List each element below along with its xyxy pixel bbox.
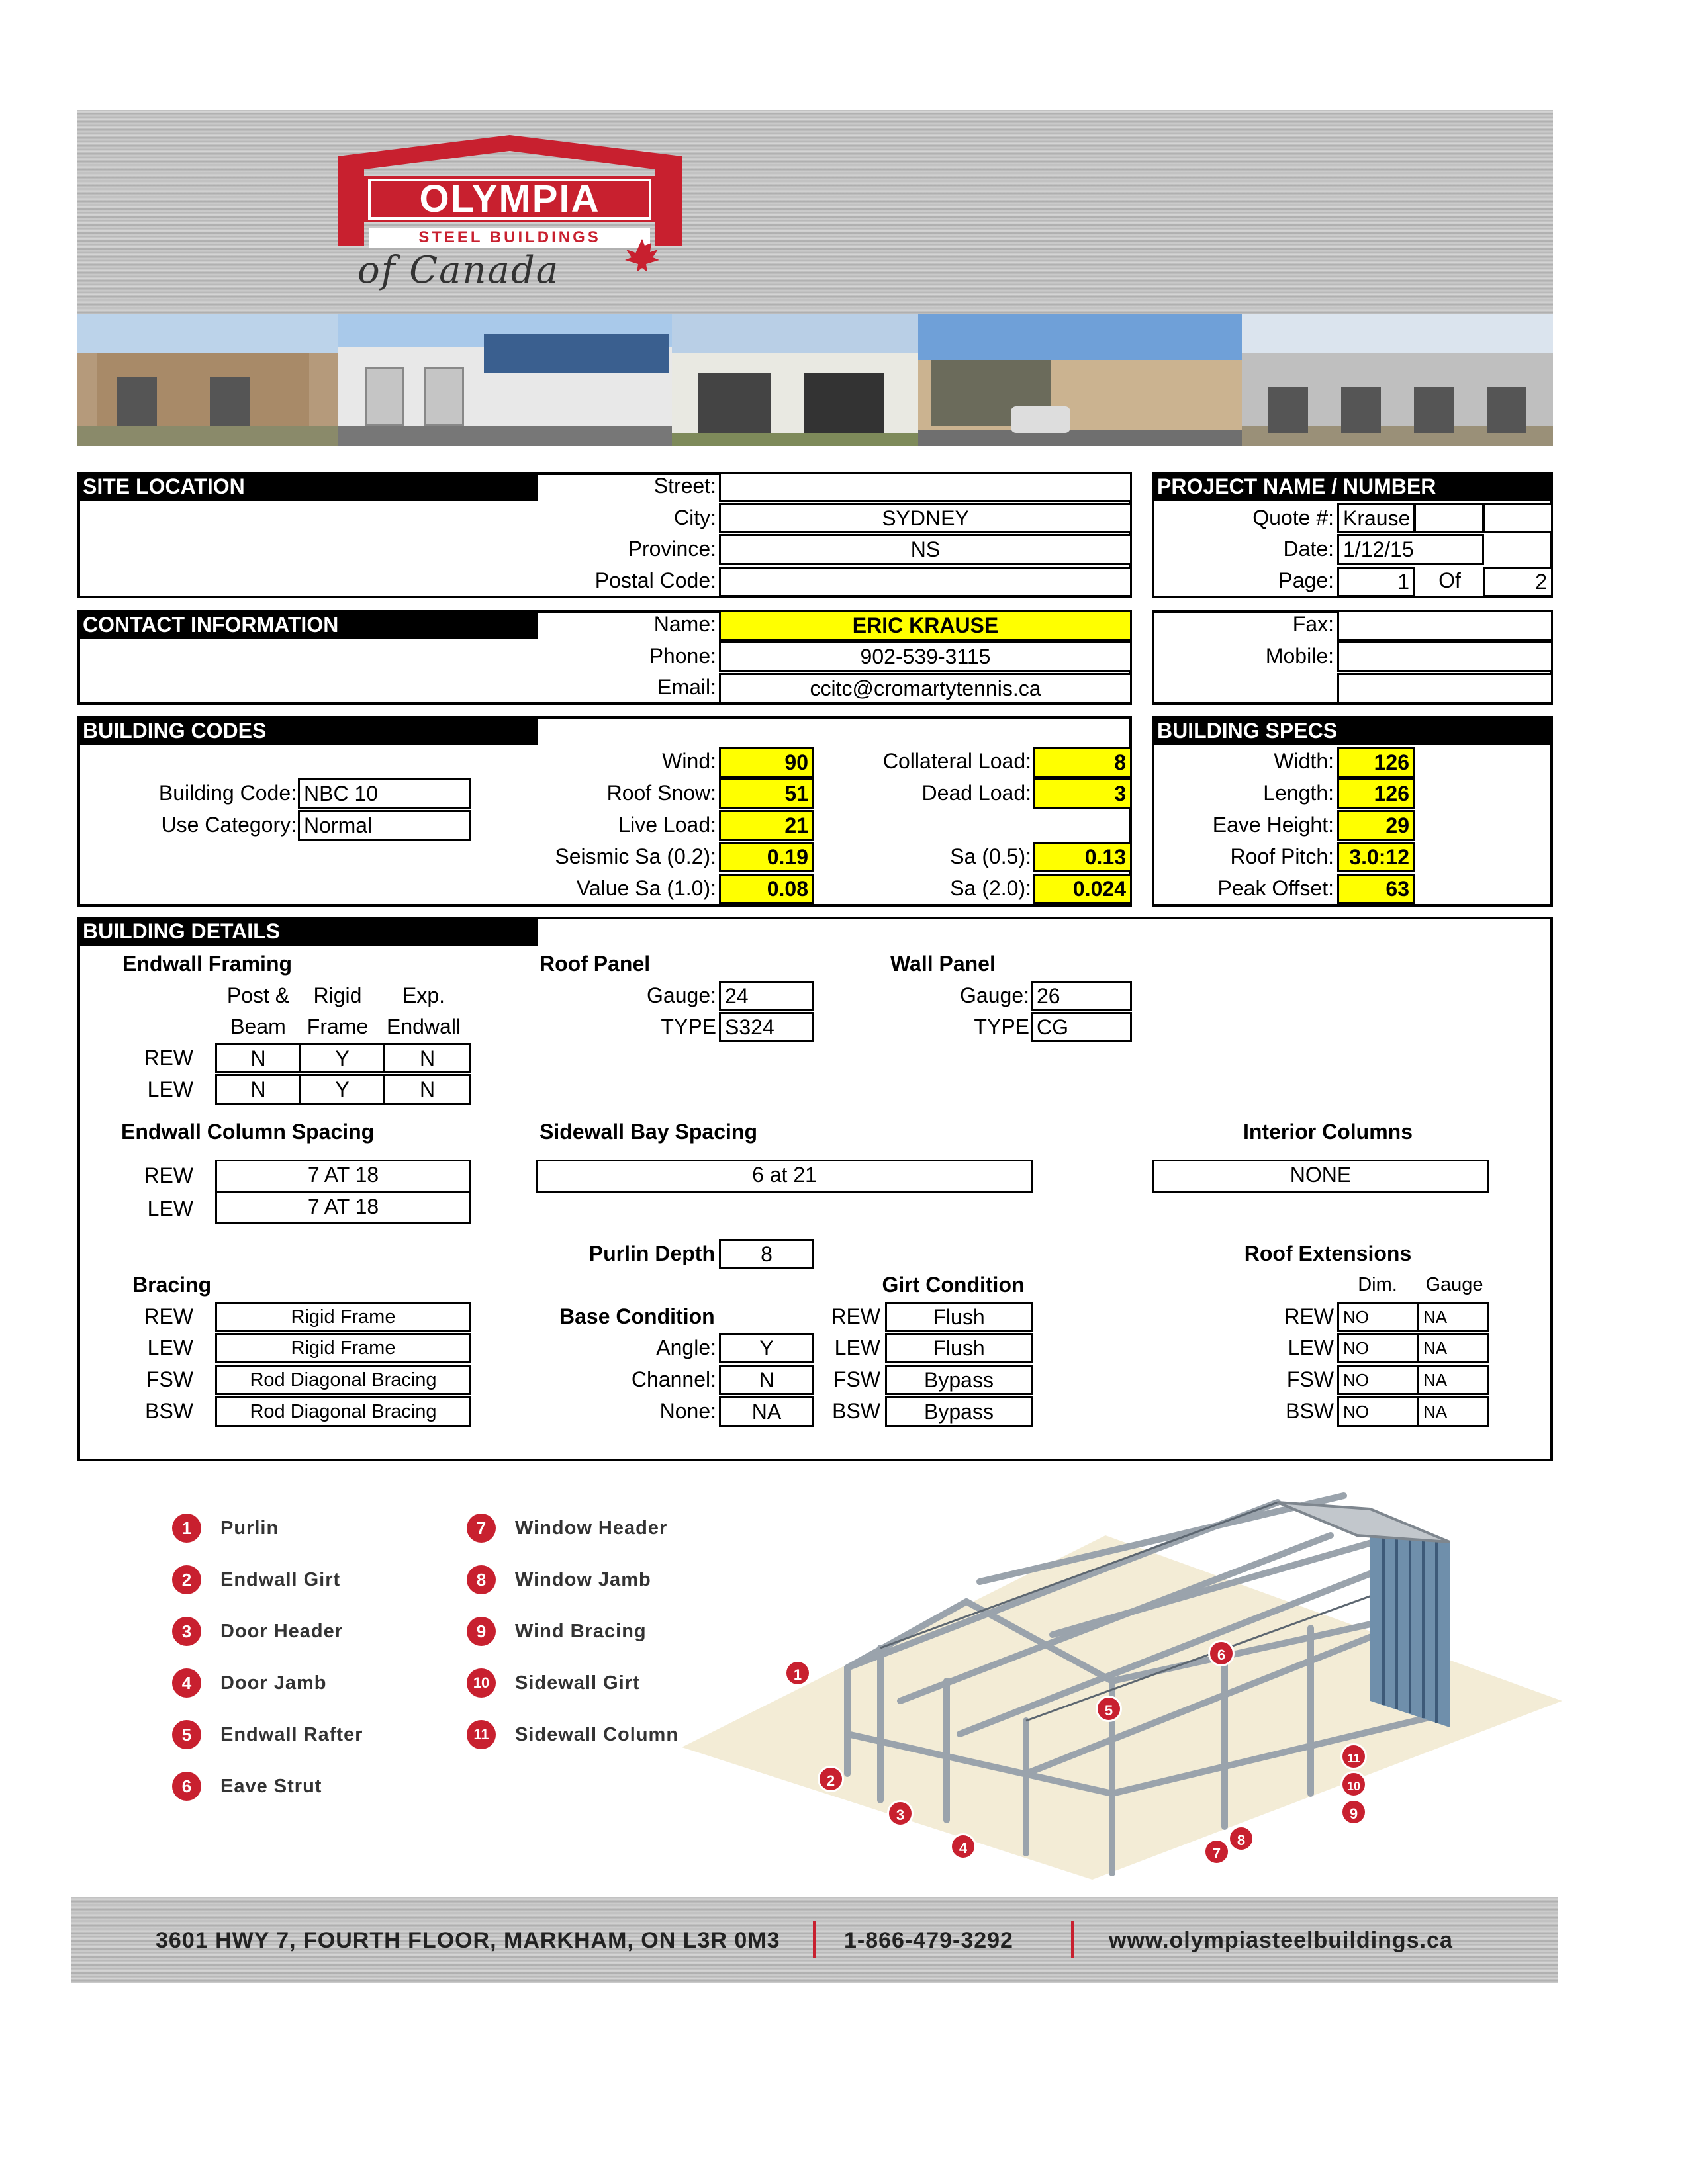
company-logo bbox=[331, 130, 688, 302]
framing-rew-rigid-frame[interactable]: Y bbox=[299, 1043, 385, 1073]
value-sa-label: Value Sa (1.0): bbox=[576, 876, 716, 900]
name-label: Name: bbox=[653, 612, 716, 636]
date-field[interactable]: 1/12/15 bbox=[1337, 534, 1484, 565]
roof-pitch-field[interactable]: 3.0:12 bbox=[1337, 842, 1415, 872]
length-field[interactable]: 126 bbox=[1337, 778, 1415, 809]
province-field[interactable]: NS bbox=[719, 534, 1132, 565]
wind-field[interactable]: 90 bbox=[719, 747, 814, 778]
legend-number-3: 3 bbox=[172, 1617, 201, 1646]
phone-label: Phone: bbox=[649, 644, 716, 668]
building-photo-5 bbox=[1242, 314, 1553, 446]
ext-bsw-gauge[interactable]: NA bbox=[1417, 1396, 1489, 1427]
framing-rew-label: REW bbox=[144, 1046, 193, 1069]
legend-label-endwall-girt: Endwall Girt bbox=[220, 1569, 341, 1590]
live-load-label: Live Load: bbox=[618, 813, 716, 837]
roof-type-label: TYPE bbox=[661, 1015, 716, 1038]
email-field[interactable]: ccitc@cromartytennis.ca bbox=[719, 673, 1132, 704]
col-frame-label: Frame bbox=[306, 1015, 369, 1038]
callout-4: 4 bbox=[950, 1833, 976, 1860]
street-label: Street: bbox=[653, 474, 716, 498]
ecs-rew-field[interactable]: 7 AT 18 bbox=[215, 1160, 471, 1193]
girt-rew-label: REW bbox=[831, 1304, 880, 1328]
legend-number-2: 2 bbox=[172, 1565, 201, 1594]
building-specs-header: BUILDING SPECS bbox=[1152, 716, 1553, 745]
callout-10: 10 bbox=[1340, 1771, 1367, 1797]
building-code-field[interactable]: NBC 10 bbox=[298, 778, 471, 809]
name-field[interactable]: ERIC KRAUSE bbox=[719, 610, 1132, 641]
eave-height-field[interactable]: 29 bbox=[1337, 810, 1415, 841]
roof-snow-field[interactable]: 51 bbox=[719, 778, 814, 809]
endwall-column-spacing-title: Endwall Column Spacing bbox=[121, 1120, 375, 1144]
legend-number-8: 8 bbox=[467, 1565, 496, 1594]
legend-label-door-jamb: Door Jamb bbox=[220, 1672, 327, 1694]
street-field[interactable] bbox=[719, 472, 1132, 502]
site-location-header: SITE LOCATION bbox=[77, 472, 538, 501]
sa20-field[interactable]: 0.024 bbox=[1033, 874, 1132, 904]
bracing-bsw-label: BSW bbox=[145, 1399, 193, 1423]
peak-offset-label: Peak Offset: bbox=[1217, 876, 1334, 900]
eave-height-label: Eave Height: bbox=[1212, 813, 1334, 837]
none-label: None: bbox=[659, 1399, 716, 1423]
framing-lew-post-beam[interactable]: N bbox=[215, 1074, 301, 1105]
legend-number-6: 6 bbox=[172, 1772, 201, 1801]
logo-of-canada-text: of Canada bbox=[357, 249, 560, 292]
roof-gauge-label: Gauge: bbox=[647, 983, 716, 1007]
legend-label-purlin: Purlin bbox=[220, 1518, 279, 1539]
use-category-label: Use Category: bbox=[161, 813, 297, 837]
legend-label-sidewall-girt: Sidewall Girt bbox=[515, 1672, 640, 1694]
footer-divider-2 bbox=[1071, 1921, 1074, 1958]
girt-bsw-label: BSW bbox=[832, 1399, 880, 1423]
logo-sub-text: STEEL BUILDINGS bbox=[418, 228, 601, 246]
col-rigid-label: Rigid bbox=[313, 983, 362, 1007]
quote-extra-1[interactable] bbox=[1414, 503, 1484, 533]
legend-number-4: 4 bbox=[172, 1668, 201, 1698]
page-of-label: Of bbox=[1438, 569, 1461, 592]
girt-fsw-label: FSW bbox=[833, 1367, 880, 1391]
interior-columns-title: Interior Columns bbox=[1243, 1120, 1413, 1144]
legend-label-window-jamb: Window Jamb bbox=[515, 1569, 651, 1590]
roof-extensions-title: Roof Extensions bbox=[1244, 1242, 1412, 1265]
framing-lew-exp-endwall[interactable]: N bbox=[383, 1074, 471, 1105]
footer-address: 3601 HWY 7, FOURTH FLOOR, MARKHAM, ON L3R 0M3 bbox=[156, 1928, 780, 1953]
ext-bsw-label: BSW bbox=[1286, 1399, 1334, 1423]
value-sa-field[interactable]: 0.08 bbox=[719, 874, 814, 904]
col-endwall-label: Endwall bbox=[386, 1015, 461, 1038]
legend-number-5: 5 bbox=[172, 1720, 201, 1749]
roof-gauge-field[interactable]: 24 bbox=[719, 981, 814, 1011]
width-label: Width: bbox=[1274, 749, 1334, 773]
callout-5: 5 bbox=[1096, 1696, 1122, 1722]
contact-extra-field[interactable] bbox=[1337, 673, 1553, 704]
wall-gauge-label: Gauge: bbox=[960, 983, 1029, 1007]
building-photo-4 bbox=[918, 314, 1242, 446]
legend-label-eave-strut: Eave Strut bbox=[220, 1776, 322, 1797]
callout-6: 6 bbox=[1208, 1640, 1235, 1666]
ext-fsw-label: FSW bbox=[1286, 1367, 1334, 1391]
framing-rew-post-beam[interactable]: N bbox=[215, 1043, 301, 1073]
bracing-fsw-label: FSW bbox=[146, 1367, 193, 1391]
sa05-field[interactable]: 0.13 bbox=[1033, 842, 1132, 872]
fax-field[interactable] bbox=[1337, 610, 1553, 641]
seismic-label: Seismic Sa (0.2): bbox=[555, 844, 716, 868]
legend-label-door-header: Door Header bbox=[220, 1621, 344, 1642]
callout-8: 8 bbox=[1228, 1825, 1254, 1852]
girt-lew-field[interactable]: Flush bbox=[885, 1333, 1033, 1363]
sa05-label: Sa (0.5): bbox=[950, 844, 1031, 868]
building-photo-1 bbox=[77, 314, 338, 446]
page-total-field[interactable]: 2 bbox=[1483, 567, 1553, 597]
sa20-label: Sa (2.0): bbox=[950, 876, 1031, 900]
seismic-field[interactable]: 0.19 bbox=[719, 842, 814, 872]
phone-field[interactable]: 902-539-3115 bbox=[719, 641, 1132, 672]
roof-type-field[interactable]: S324 bbox=[719, 1012, 814, 1042]
live-load-field[interactable]: 21 bbox=[719, 810, 814, 841]
ecs-lew-field[interactable]: 7 AT 18 bbox=[215, 1191, 471, 1224]
mobile-label: Mobile: bbox=[1265, 644, 1334, 668]
callout-2: 2 bbox=[818, 1766, 844, 1792]
ext-bsw-dim[interactable]: NO bbox=[1337, 1396, 1419, 1427]
ecs-lew-label: LEW bbox=[147, 1197, 193, 1220]
framing-lew-label: LEW bbox=[147, 1077, 193, 1101]
girt-lew-label: LEW bbox=[834, 1336, 880, 1359]
header-banner bbox=[77, 110, 1553, 316]
wall-panel-title: Wall Panel bbox=[890, 952, 996, 976]
sidewall-bay-spacing-field[interactable]: 6 at 21 bbox=[536, 1160, 1033, 1193]
page-label: Page: bbox=[1278, 569, 1334, 592]
legend-number-1: 1 bbox=[172, 1514, 201, 1543]
building-photo-2 bbox=[338, 314, 672, 446]
roof-panel-title: Roof Panel bbox=[539, 952, 651, 976]
ext-dim-label: Dim. bbox=[1358, 1274, 1397, 1295]
collateral-load-label: Collateral Load: bbox=[882, 749, 1031, 773]
date-label: Date: bbox=[1283, 537, 1334, 561]
callout-1: 1 bbox=[784, 1660, 811, 1686]
none-field[interactable]: NA bbox=[719, 1396, 814, 1427]
bracing-lew-field[interactable]: Rigid Frame bbox=[215, 1333, 471, 1363]
legend-number-7: 7 bbox=[467, 1514, 496, 1543]
girt-fsw-field[interactable]: Bypass bbox=[885, 1365, 1033, 1395]
bracing-bsw-field[interactable]: Rod Diagonal Bracing bbox=[215, 1396, 471, 1427]
quote-label: Quote #: bbox=[1252, 506, 1334, 529]
ext-gauge-label: Gauge bbox=[1425, 1274, 1483, 1295]
ext-rew-gauge[interactable]: NA bbox=[1417, 1302, 1489, 1332]
endwall-framing-title: Endwall Framing bbox=[122, 952, 293, 976]
logo-main-text: OLYMPIA bbox=[419, 177, 600, 220]
ext-lew-label: LEW bbox=[1288, 1336, 1334, 1359]
bracing-fsw-field[interactable]: Rod Diagonal Bracing bbox=[215, 1365, 471, 1395]
callout-9: 9 bbox=[1340, 1799, 1367, 1825]
steel-frame-illustration bbox=[682, 1482, 1562, 1880]
page-number-field[interactable]: 1 bbox=[1337, 567, 1415, 597]
contact-header: CONTACT INFORMATION bbox=[77, 610, 538, 639]
ecs-rew-label: REW bbox=[144, 1163, 193, 1187]
ext-lew-gauge[interactable]: NA bbox=[1417, 1333, 1489, 1363]
postal-code-field[interactable] bbox=[719, 567, 1132, 597]
wind-label: Wind: bbox=[662, 749, 716, 773]
channel-label: Channel: bbox=[631, 1367, 716, 1391]
footer-website[interactable]: www.olympiasteelbuildings.ca bbox=[1109, 1928, 1453, 1953]
callout-3: 3 bbox=[887, 1800, 914, 1827]
legend-number-9: 9 bbox=[467, 1617, 496, 1646]
legend-number-10: 10 bbox=[467, 1668, 496, 1698]
ext-rew-dim[interactable]: NO bbox=[1337, 1302, 1419, 1332]
roof-snow-label: Roof Snow: bbox=[606, 781, 716, 805]
province-label: Province: bbox=[628, 537, 716, 561]
girt-bsw-field[interactable]: Bypass bbox=[885, 1396, 1033, 1427]
bracing-rew-field[interactable]: Rigid Frame bbox=[215, 1302, 471, 1332]
email-label: Email: bbox=[657, 675, 716, 699]
ext-fsw-dim[interactable]: NO bbox=[1337, 1365, 1419, 1395]
bracing-lew-label: LEW bbox=[147, 1336, 193, 1359]
use-category-field[interactable]: Normal bbox=[298, 810, 471, 841]
peak-offset-field[interactable]: 63 bbox=[1337, 874, 1415, 904]
building-photo-3 bbox=[672, 314, 918, 446]
legend-label-sidewall-column: Sidewall Column bbox=[515, 1724, 679, 1745]
footer-divider-1 bbox=[813, 1921, 816, 1958]
mobile-field[interactable] bbox=[1337, 641, 1553, 672]
sidewall-bay-spacing-title: Sidewall Bay Spacing bbox=[539, 1120, 757, 1144]
width-field[interactable]: 126 bbox=[1337, 747, 1415, 778]
wall-type-label: TYPE bbox=[974, 1015, 1029, 1038]
wall-gauge-field[interactable]: 26 bbox=[1031, 981, 1132, 1011]
channel-field[interactable]: N bbox=[719, 1365, 814, 1395]
purlin-depth-field[interactable]: 8 bbox=[719, 1239, 814, 1269]
footer-phone: 1-866-479-3292 bbox=[844, 1928, 1013, 1953]
postal-code-label: Postal Code: bbox=[594, 569, 716, 592]
base-condition-title: Base Condition bbox=[559, 1304, 715, 1328]
building-codes-header: BUILDING CODES bbox=[77, 716, 538, 745]
col-post-label: Post & bbox=[226, 983, 290, 1007]
legend-label-endwall-rafter: Endwall Rafter bbox=[220, 1724, 363, 1745]
girt-rew-field[interactable]: Flush bbox=[885, 1302, 1033, 1332]
building-details-header: BUILDING DETAILS bbox=[77, 917, 538, 946]
angle-label: Angle: bbox=[656, 1336, 716, 1359]
framing-lew-rigid-frame[interactable]: Y bbox=[299, 1074, 385, 1105]
city-field[interactable]: SYDNEY bbox=[719, 503, 1132, 533]
bracing-title: Bracing bbox=[132, 1273, 212, 1297]
framing-rew-exp-endwall[interactable]: N bbox=[383, 1043, 471, 1073]
roof-pitch-label: Roof Pitch: bbox=[1230, 844, 1334, 868]
legend-number-11: 11 bbox=[467, 1720, 496, 1749]
fax-label: Fax: bbox=[1292, 612, 1334, 636]
interior-columns-field[interactable]: NONE bbox=[1152, 1160, 1489, 1193]
dead-load-field[interactable]: 3 bbox=[1033, 778, 1132, 809]
length-label: Length: bbox=[1263, 781, 1334, 805]
legend-label-wind-bracing: Wind Bracing bbox=[515, 1621, 647, 1642]
angle-field[interactable]: Y bbox=[719, 1333, 814, 1363]
wall-type-field[interactable]: CG bbox=[1031, 1012, 1132, 1042]
bracing-rew-label: REW bbox=[144, 1304, 193, 1328]
callout-11: 11 bbox=[1340, 1743, 1367, 1770]
callout-7: 7 bbox=[1203, 1839, 1230, 1865]
collateral-load-field[interactable]: 8 bbox=[1033, 747, 1132, 778]
ext-fsw-gauge[interactable]: NA bbox=[1417, 1365, 1489, 1395]
quote-field[interactable]: Krause bbox=[1337, 503, 1415, 533]
city-label: City: bbox=[674, 506, 716, 529]
col-exp-label: Exp. bbox=[402, 983, 445, 1007]
dead-load-label: Dead Load: bbox=[921, 781, 1031, 805]
quote-extra-2[interactable] bbox=[1483, 503, 1553, 533]
col-beam-label: Beam bbox=[230, 1015, 286, 1038]
ext-lew-dim[interactable]: NO bbox=[1337, 1333, 1419, 1363]
project-header: PROJECT NAME / NUMBER bbox=[1152, 472, 1553, 501]
building-code-label: Building Code: bbox=[158, 781, 297, 805]
ext-rew-label: REW bbox=[1284, 1304, 1334, 1328]
girt-condition-title: Girt Condition bbox=[882, 1273, 1025, 1297]
purlin-depth-label: Purlin Depth bbox=[588, 1242, 715, 1265]
legend-label-window-header: Window Header bbox=[515, 1518, 668, 1539]
